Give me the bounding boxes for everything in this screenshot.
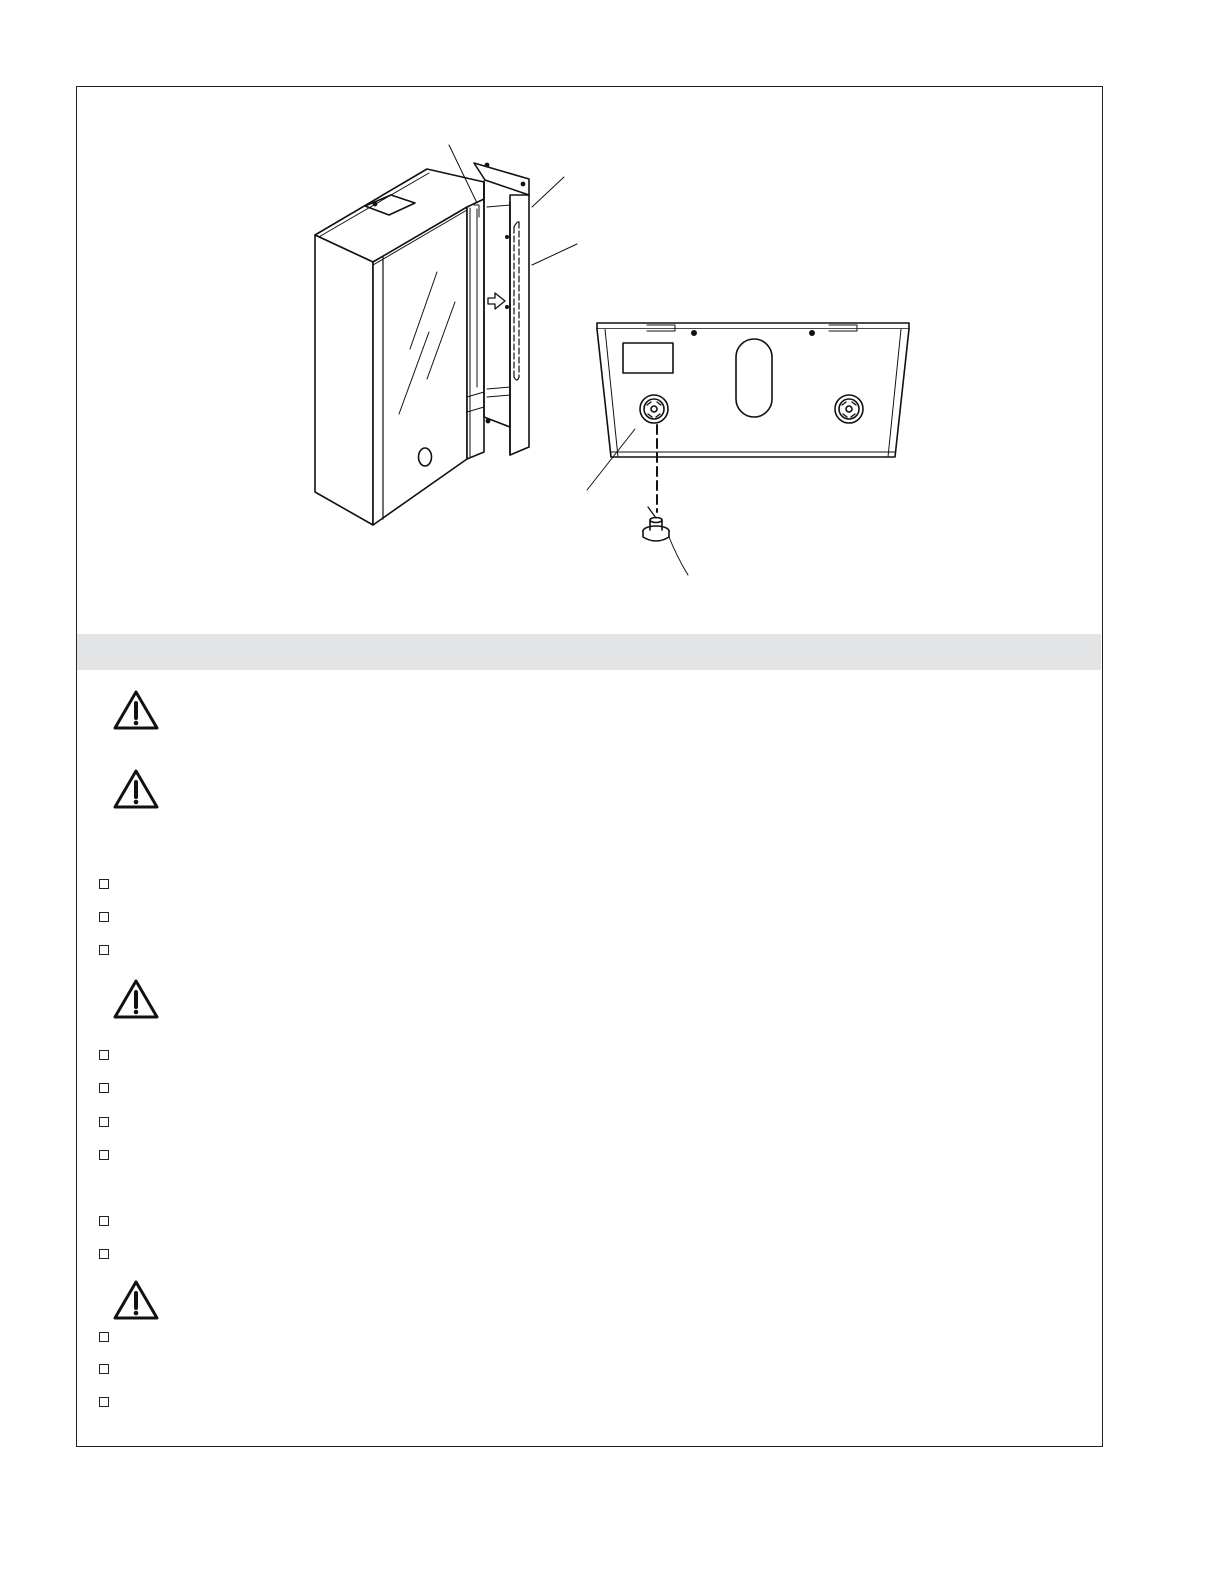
checklist-checkbox[interactable] (99, 1083, 109, 1093)
installation-figure (77, 87, 1101, 633)
checklist-checkbox[interactable] (99, 1050, 109, 1060)
checklist-checkbox[interactable] (99, 1117, 109, 1127)
medicine-cabinet-drawing (315, 169, 484, 525)
checklist-checkbox[interactable] (99, 945, 109, 955)
section-header-bar (77, 634, 1101, 670)
checklist-checkbox[interactable] (99, 912, 109, 922)
warning-triangle-icon (112, 977, 160, 1021)
warning-triangle-icon (112, 1278, 160, 1322)
checklist-checkbox[interactable] (99, 1150, 109, 1160)
rubber-plug-drawing (643, 507, 688, 575)
checklist-checkbox[interactable] (99, 1216, 109, 1226)
checklist-checkbox[interactable] (99, 1364, 109, 1374)
checklist-checkbox[interactable] (99, 1397, 109, 1407)
cabinet-bottom-view-drawing (587, 323, 909, 512)
checklist-checkbox[interactable] (99, 1332, 109, 1342)
page-frame (76, 86, 1103, 1447)
checklist-checkbox[interactable] (99, 879, 109, 889)
warning-triangle-icon (112, 688, 160, 732)
warning-triangle-icon (112, 767, 160, 811)
checklist-checkbox[interactable] (99, 1249, 109, 1259)
